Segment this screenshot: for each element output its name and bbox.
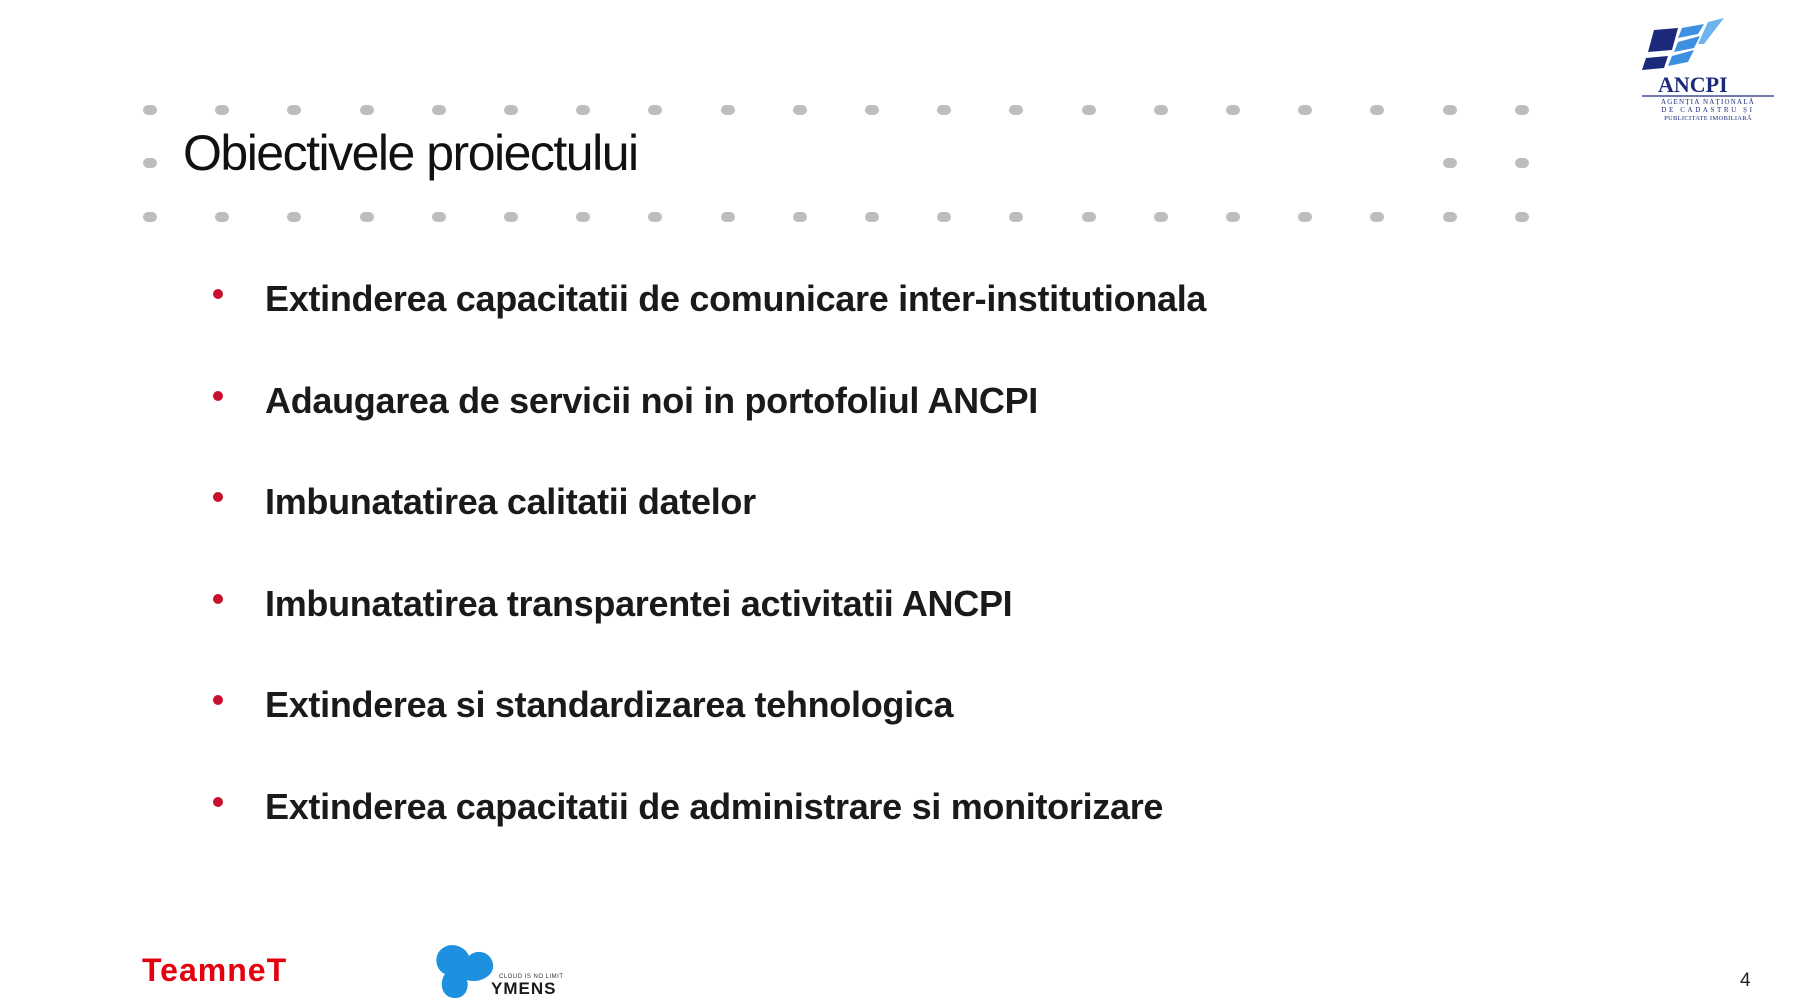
ancpi-mark-dark-icon (1648, 28, 1678, 52)
decorative-dot (215, 212, 229, 222)
slide-title: Obiectivele proiectului (183, 125, 638, 181)
decorative-dot (143, 105, 157, 115)
decorative-dot (1443, 105, 1457, 115)
ancpi-mark-light-icon (1698, 18, 1724, 44)
ancpi-mark-light-icon (1674, 36, 1700, 52)
decorative-dot (648, 105, 662, 115)
teamnet-logo (142, 952, 362, 988)
bullet-icon (213, 695, 223, 705)
page-number: 4 (1740, 970, 1751, 991)
objective-text: Imbunatatirea calitatii datelor (265, 481, 756, 522)
decorative-dot (1298, 105, 1312, 115)
ancpi-logo (1638, 18, 1776, 128)
decorative-dot (432, 105, 446, 115)
teamnet-wordmark: TeamneT (142, 952, 288, 988)
decorative-dot (576, 105, 590, 115)
decorative-dot (1009, 212, 1023, 222)
decorative-dot (1226, 105, 1240, 115)
decorative-dot (1370, 105, 1384, 115)
decorative-dot (937, 105, 951, 115)
decorative-dot (1515, 158, 1529, 168)
decorative-dot (721, 212, 735, 222)
decorative-dot (721, 105, 735, 115)
ancpi-subtitle: PUBLICITATE IMOBILIARĂ (1664, 115, 1752, 122)
decorative-dot (1082, 105, 1096, 115)
decorative-dot (865, 212, 879, 222)
decorative-dot (793, 212, 807, 222)
bullet-icon (213, 391, 223, 401)
decorative-dot (648, 212, 662, 222)
bullet-icon (213, 289, 223, 299)
decorative-dot (432, 212, 446, 222)
decorative-dot (143, 158, 157, 168)
decorative-dot (1226, 212, 1240, 222)
decorative-dot (360, 212, 374, 222)
decorative-dot (215, 105, 229, 115)
decorative-dot (937, 212, 951, 222)
bullet-icon (213, 797, 223, 807)
ymens-logo (433, 940, 593, 1002)
objective-text: Extinderea capacitatii de administrare si monitorizare (265, 785, 1164, 827)
decorative-dot (1443, 212, 1457, 222)
ancpi-subtitle: DE CADASTRU ȘI (1661, 106, 1755, 114)
bullet-icon (213, 594, 223, 604)
decorative-dot (360, 105, 374, 115)
decorative-dot (287, 105, 301, 115)
objective-text: Adaugarea de servicii noi in portofoliul ANCPI (265, 379, 1038, 421)
decorative-dot (1443, 158, 1457, 168)
decorative-dot (1082, 212, 1096, 222)
decorative-dot (287, 212, 301, 222)
decorative-dot (576, 212, 590, 222)
decorative-dot (793, 105, 807, 115)
decorative-dot (865, 105, 879, 115)
ancpi-mark-light-icon (1668, 50, 1694, 66)
decorative-dot (1154, 105, 1168, 115)
decorative-dot (1009, 105, 1023, 115)
ymens-butterfly-icon (436, 945, 493, 998)
ancpi-mark-dark-icon (1642, 56, 1668, 70)
ancpi-name: ANCPI (1658, 72, 1728, 97)
bullet-icon (213, 492, 223, 502)
decorative-dot (1298, 212, 1312, 222)
decorative-dot (1515, 105, 1529, 115)
decorative-dot (1515, 212, 1529, 222)
ymens-name: YMENS (491, 979, 557, 998)
objective-text: Extinderea capacitatii de comunicare inter-institutionala (265, 278, 1207, 319)
decorative-dot (504, 212, 518, 222)
decorative-dot (1154, 212, 1168, 222)
objective-text: Extinderea si standardizarea tehnologica (265, 684, 954, 725)
ymens-tagline: CLOUD IS NO LIMIT (499, 974, 564, 980)
decorative-dot (1370, 212, 1384, 222)
ancpi-mark-light-icon (1678, 24, 1704, 38)
objective-text: Imbunatatirea transparentei activitatii ANCPI (265, 582, 1013, 624)
decorative-dot (143, 212, 157, 222)
decorative-dot (504, 105, 518, 115)
ancpi-subtitle: AGENȚIA NAȚIONALĂ (1660, 98, 1756, 106)
